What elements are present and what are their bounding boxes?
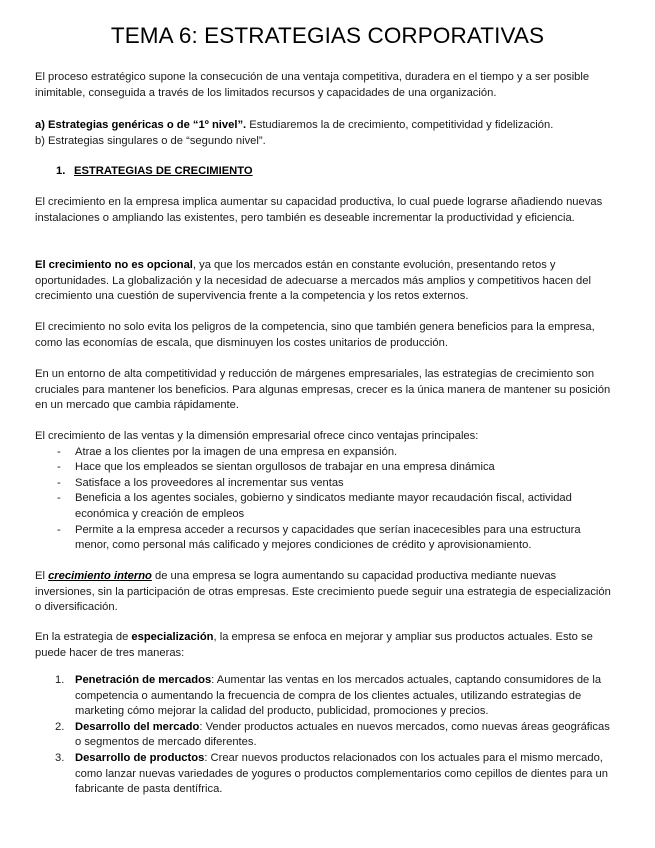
intro-paragraph — [35, 70, 615, 101]
item-text: : Crear nuevos productos relacionados con los actuales para el mismo mercado, como lanzar nuevas variedades de yogures o productos complementarios como cepillos de dientes para un fabricante de pasta dentífrica. — [75, 751, 608, 796]
emphasis-text: El crecimiento no es opcional — [35, 259, 193, 271]
item-term: Penetración de mercados — [75, 674, 212, 686]
list-item — [35, 720, 615, 751]
paragraph-rest: , ya que los mercados están en constante evolución, presentando retos y oportunidades. La globalización y la necesidad de adecuarse a mercados más amplios y competitivos hacen del crecimiento una cuestión de supervivencia frente a la competencia y los retos externos. — [35, 259, 591, 303]
paragraph-growth-capacity — [35, 195, 615, 226]
advantages-list — [35, 445, 615, 554]
paragraph-economies-of-scale — [35, 320, 615, 351]
paragraph-text — [35, 569, 615, 616]
page-title: TEMA 6: ESTRATEGIAS CORPORATIVAS — [110, 23, 545, 48]
item-term: Desarrollo del mercado — [75, 720, 200, 733]
list-item: - Hace que los empleados se sientan orgullosos de trabajar en una empresa dinámica — [35, 460, 615, 476]
paragraph-specialization — [35, 630, 615, 661]
strategy-types — [35, 118, 615, 149]
advantages-lead: El crecimiento de las ventas y la dimensión empresarial ofrece cinco ventajas principales: — [35, 430, 479, 442]
list-item — [35, 673, 615, 720]
paragraph-competitive-environment — [35, 367, 615, 414]
section-heading — [56, 164, 636, 180]
item-term: Desarrollo de productos — [75, 751, 205, 764]
item-text: : Aumentar las ventas en los mercados actuales, captando consumidores de la competencia o aumentando la frecuencia de compra de los clientes actuales, utilizando estrategias de marketing cómo mejorar la calidad del producto, publicidad, promociones y precios. — [75, 674, 602, 718]
term-internal-growth: crecimiento interno — [48, 570, 152, 582]
specialization-ways — [35, 673, 615, 798]
list-item: - Beneficia a los agentes sociales, gobierno y sindicatos mediante mayor recaudación fiscal, actividad económica y creación de empleos — [35, 491, 615, 522]
paragraph-text — [35, 258, 615, 305]
item-number: 3. — [55, 751, 65, 764]
strategy-a — [35, 118, 615, 134]
paragraph-text: El crecimiento en la empresa implica aumentar su capacidad productiva, lo cual puede lograrse añadiendo nuevas instalaciones o ampliando las existentes, pero también es deseable incrementar la productividad y eficiencia. — [35, 196, 603, 224]
item-number: 2. — [55, 720, 65, 733]
intro-text: El proceso estratégico supone la consecución de una ventaja competitiva, duradera en el tiempo y a ser posible inimitable, conseguida a través de los limitados recursos y capacidades de una organización. — [35, 71, 590, 99]
list-item: - Satisface a los proveedores al incrementar sus ventas — [35, 476, 615, 492]
ways-list — [35, 673, 615, 798]
strategy-b: b) Estrategias singulares o de “segundo nivel”. — [35, 134, 266, 147]
advantages-section — [35, 429, 615, 554]
paragraph-internal-growth — [35, 569, 615, 616]
paragraph-text: En un entorno de alta competitividad y reducción de márgenes empresariales, las estrategias de crecimiento son cruciales para mantener los beneficios. Para algunas empresas, crecer es la única manera de mantener su posición en un mercado que cambia rápidamente. — [35, 368, 611, 412]
paragraph-rest: de una empresa se logra aumentando su capacidad productiva mediante nuevas inversiones, sin la participación de otras empresas. Este crecimiento puede seguir una estrategia de especialización o diversificación. — [35, 570, 611, 614]
list-item — [35, 751, 615, 798]
list-item: - Permite a la empresa acceder a recursos y capacidades que serían inacecesibles para una estructura menor, como personal más calificado y mejores condiciones de crédito y aprovisionamiento. — [35, 523, 615, 554]
section-number: 1. — [56, 165, 66, 177]
paragraph-text — [35, 630, 615, 661]
paragraph-text: El crecimiento no solo evita los peligros de la competencia, sino que también genera beneficios para la empresa, como las economías de escala, que disminuyen los costes unitarios de producción. — [35, 321, 595, 349]
strategy-a-label: a) Estrategias genéricas o de “1º nivel”. — [35, 119, 247, 131]
section-title: ESTRATEGIAS DE CRECIMIENTO — [74, 165, 253, 177]
paragraph-pre: En la estrategia de — [35, 631, 132, 643]
strategy-a-text: Estudiaremos la de crecimiento, competitividad y fidelización. — [246, 119, 554, 131]
paragraph-rest: , la empresa se enfoca en mejorar y ampliar sus productos actuales. Esto se puede hacer de tres maneras: — [35, 631, 593, 659]
paragraph-growth-not-optional — [35, 258, 615, 305]
item-text: : Vender productos actuales en nuevos mercados, como nuevas áreas geográficas o segmentos de mercado diferentes. — [75, 720, 610, 749]
paragraph-pre: El — [35, 570, 49, 582]
list-item: - Atrae a los clientes por la imagen de una empresa en expansión. — [35, 445, 615, 461]
term-specialization: especialización — [131, 631, 214, 643]
item-number: 1. — [55, 674, 65, 686]
